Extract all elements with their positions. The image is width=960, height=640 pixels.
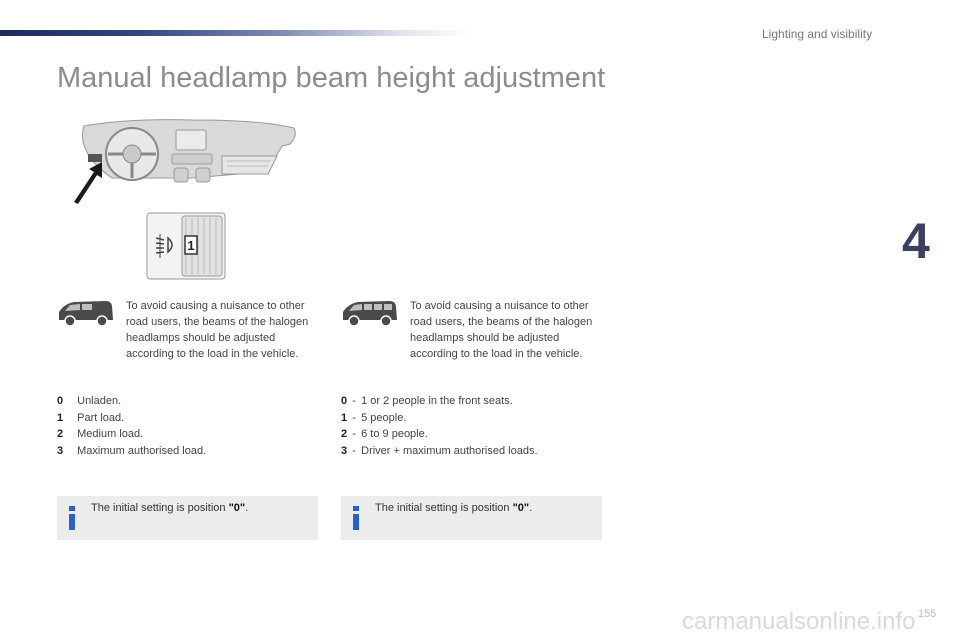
- position-separator: [63, 426, 77, 443]
- info-text: [375, 502, 532, 514]
- load-advice-note: To avoid causing a nuisance to other road users, the beams of the halogen headlamps should be adjusted according to the load in the vehicle.: [410, 300, 593, 360]
- position-number: 2: [57, 428, 64, 440]
- position-separator: [63, 443, 77, 460]
- position-description: Medium load.: [77, 428, 144, 440]
- position-description: Unladen.: [77, 395, 122, 407]
- position-list: [57, 393, 317, 459]
- position-number: 0: [57, 395, 64, 407]
- headlamp-knob-illustration: [146, 212, 228, 282]
- position-description: Maximum authorised load.: [77, 444, 207, 457]
- position-description: Driver + maximum authorised loads.: [361, 444, 538, 457]
- info-prefix: The initial setting is position: [91, 502, 229, 514]
- chapter-number: 4: [902, 213, 930, 269]
- info-box: [57, 496, 318, 540]
- list-item: [57, 426, 317, 443]
- position-separator: [63, 393, 77, 410]
- info-icon: [351, 506, 361, 530]
- position-separator: [63, 410, 77, 427]
- position-description: 1 or 2 people in the front seats.: [361, 395, 513, 407]
- dashboard-illustration: [72, 116, 302, 206]
- page-title: Manual headlamp beam height adjustment: [57, 62, 606, 94]
- minibus-icon: [340, 298, 400, 328]
- page-number: 155: [918, 608, 937, 620]
- position-number: 2: [341, 428, 348, 440]
- list-item: [341, 393, 601, 410]
- info-value: "0": [228, 502, 246, 514]
- header-gradient-bar: [0, 30, 470, 36]
- position-number: 3: [341, 444, 348, 457]
- position-separator: -: [352, 411, 356, 424]
- position-description: 6 to 9 people.: [361, 428, 428, 440]
- position-number: 0: [341, 395, 348, 407]
- knob-position-label: 1: [187, 238, 195, 253]
- position-description: Part load.: [77, 411, 125, 424]
- info-suffix: .: [529, 502, 533, 514]
- position-separator: -: [352, 395, 356, 407]
- info-suffix: .: [245, 502, 249, 514]
- list-item: [341, 410, 601, 427]
- section-title: Lighting and visibility: [762, 27, 873, 41]
- list-item: [57, 443, 317, 460]
- position-number: 3: [57, 444, 64, 457]
- list-item: [57, 393, 317, 410]
- position-number: 1: [341, 411, 348, 424]
- list-item: [341, 426, 601, 443]
- list-item: [57, 410, 317, 427]
- info-icon: [67, 506, 77, 530]
- info-prefix: The initial setting is position: [375, 502, 513, 514]
- info-value: "0": [512, 502, 530, 514]
- footer-watermark: carmanualsonline.info: [682, 608, 916, 635]
- list-item: [341, 443, 601, 460]
- position-separator: -: [352, 444, 356, 457]
- van-icon: [56, 298, 116, 328]
- load-advice-note: To avoid causing a nuisance to other road users, the beams of the halogen headlamps should be adjusted according to the load in the vehicle.: [126, 300, 309, 360]
- position-number: 1: [57, 411, 64, 424]
- position-list: [341, 393, 601, 459]
- info-text: [91, 502, 248, 514]
- position-separator: -: [352, 428, 356, 440]
- info-box: [341, 496, 602, 540]
- position-description: 5 people.: [361, 411, 407, 424]
